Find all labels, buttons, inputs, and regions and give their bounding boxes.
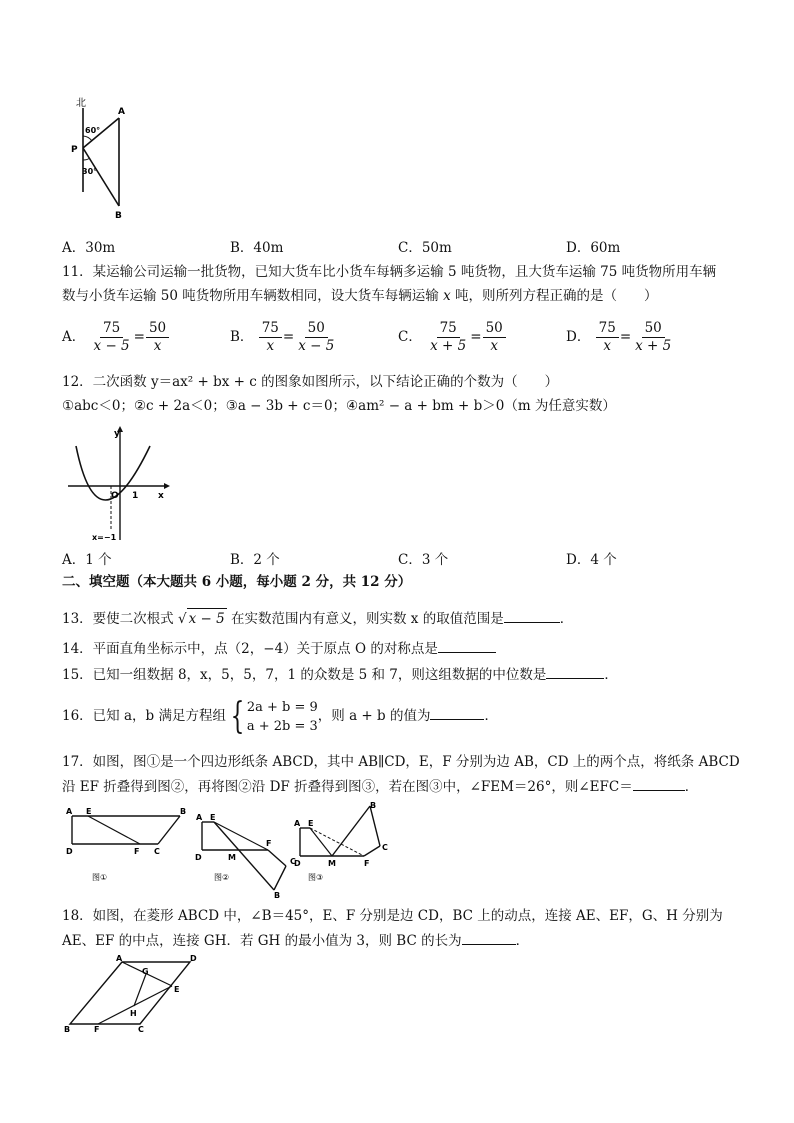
q10-option-c[interactable]: C．50m [398,240,452,256]
fig3-caption: 图③ [308,873,324,882]
rhombus-label-d: D [190,954,197,963]
q10-figure [62,96,142,226]
q13-answer-blank[interactable] [504,608,560,623]
fig2-caption: 图② [214,873,230,882]
q11-text-line1: 11．某运输公司运输一批货物，已知大货车比小货车每辆多运输 5 吨货物，且大货车运输 75 吨货物所用车辆 [62,264,717,280]
x-axis-label: x [158,491,164,501]
q18-text-line2: AE、EF 的中点，连接 GH．若 GH 的最小值为 3，则 BC 的长为 ． [62,930,529,951]
q13-text: 13．要使二次根式 √ x − 5 在实数范围内有意义，则实数 x 的取值范围是 ． [62,608,573,629]
fig3-label-m: M [328,859,336,868]
q18-rhombus-figure [62,952,202,1034]
rhombus-label-b: B [64,1025,71,1034]
fig2-label-a: A [196,813,203,822]
fig1-label-c: C [154,847,160,856]
rhombus-label-c: C [138,1025,144,1034]
q12-option-b[interactable]: B．2 个 [230,552,280,568]
origin-label: O [111,491,119,501]
fig3-label-a: A [294,819,301,828]
q18-answer-blank[interactable] [462,930,516,945]
north-label: 北 [76,98,86,109]
q12-option-c[interactable]: C．3 个 [398,552,449,568]
q15-answer-blank[interactable] [546,664,604,679]
point-p-label: P [71,145,78,155]
q14-answer-blank[interactable] [438,638,496,653]
point-b-label: B [115,211,122,221]
rhombus-label-e: E [174,985,180,994]
fig1-caption: 图① [92,873,108,882]
q12-option-d[interactable]: D．4 个 [566,552,617,568]
q17-figure-2 [195,813,296,900]
fig2-label-e: E [210,813,216,822]
q10-option-a[interactable]: A．30m [62,240,116,256]
q17-figure-1 [66,807,186,882]
equation-2: a + 2b = 3 [246,718,318,734]
q11-option-a[interactable]: A． $\frac{75}{x - 5}$ = $\frac{50}{x}$ [62,320,170,355]
rhombus-label-f: F [94,1025,100,1034]
q15-text: 15．已知一组数据 8，x，5，5，7，1 的众数是 5 和 7，则这组数据的中位数是 ． [62,664,618,685]
root-1-label: 1 [132,491,139,501]
q17-text-line1: 17．如图，图①是一个四边形纸条 ABCD，其中 AB∥CD，E，F 分别为边 AB，CD 上的两个点，将纸条 ABCD [62,754,740,770]
fig2-label-c: C [290,857,296,866]
q11-option-d[interactable]: D． $\frac{75}{x}$ = $\frac{50}{x + 5}$ [566,320,672,354]
fig3-label-b: B [370,801,377,810]
q16-answer-blank[interactable] [430,705,484,720]
fig1-label-e: E [86,807,92,816]
q17-figures [62,800,402,900]
axis-of-symmetry-label: x=−1 [92,533,117,542]
angle-60-label: 60° [85,126,101,135]
rhombus-label-g: G [142,967,149,976]
fig2-label-b: B [274,891,281,900]
q10-option-b[interactable]: B．40m [230,240,284,256]
q12-parabola-figure [62,424,172,544]
fig3-label-c: C [382,843,388,852]
fig1-label-a: A [66,807,73,816]
q10-option-d[interactable]: D．60m [566,240,621,256]
q11-text-line2: 数与小货车运输 50 吨货物所用车辆数相同，设大货车每辆运输 x 吨，则所列方程正确的是（ ） [62,288,658,304]
q17-figure-3 [294,801,388,882]
section-heading: 二、填空题（本大题共 6 小题，每小题 2 分，共 12 分） [62,574,412,590]
fig1-label-b: B [180,807,187,816]
q11-option-c[interactable]: C． $\frac{75}{x + 5}$ = $\frac{50}{x}$ [398,320,507,355]
fig1-label-f: F [134,847,140,856]
fig2-label-m: M [228,853,236,862]
fig1-label-d: D [66,847,73,856]
rhombus-label-h: H [130,1009,137,1018]
q17-answer-blank[interactable] [633,776,685,791]
q12-text-line1: 12．二次函数 y＝ax² + bx + c 的图象如图所示，以下结论正确的个数为（ ） [62,374,559,390]
fig2-label-f: F [266,839,272,848]
fig3-label-e: E [308,819,314,828]
q16-text: 16．已知 a，b 满足方程组 { 2a + b = 9 a + 2b = 3 ，则 a + b 的值为 ． [62,695,498,737]
q17-text-line2: 沿 EF 折叠得到图②，再将图②沿 DF 折叠得到图③，若在图③中，∠FEM＝26°，则∠EFC＝ ． [62,776,698,797]
q11-option-b[interactable]: B． $\frac{75}{x}$ = $\frac{50}{x - 5}$ [230,320,335,354]
equation-1: 2a + b = 9 [246,699,318,715]
q18-text-line1: 18．如图，在菱形 ABCD 中，∠B＝45°，E、F 分别是边 CD，BC 上的动点，连接 AE、EF，G、H 分别为 [62,908,723,924]
point-a-label: A [118,107,125,117]
y-axis-label: y [114,429,120,439]
fig3-label-f: F [364,859,370,868]
q14-text: 14．平面直角坐标示中，点（2，−4）关于原点 O 的对称点是 [62,638,496,659]
rhombus-label-a: A [116,954,123,963]
fig3-label-d: D [294,859,301,868]
fig2-label-d: D [195,853,202,862]
q12-text-line2: ①abc＜0；②c + 2a＜0；③a − 3b + c＝0；④am² − a + bm + b＞0（m 为任意实数） [62,398,616,414]
angle-30-label: 30° [82,167,98,176]
q12-option-a[interactable]: A．1 个 [62,552,112,568]
